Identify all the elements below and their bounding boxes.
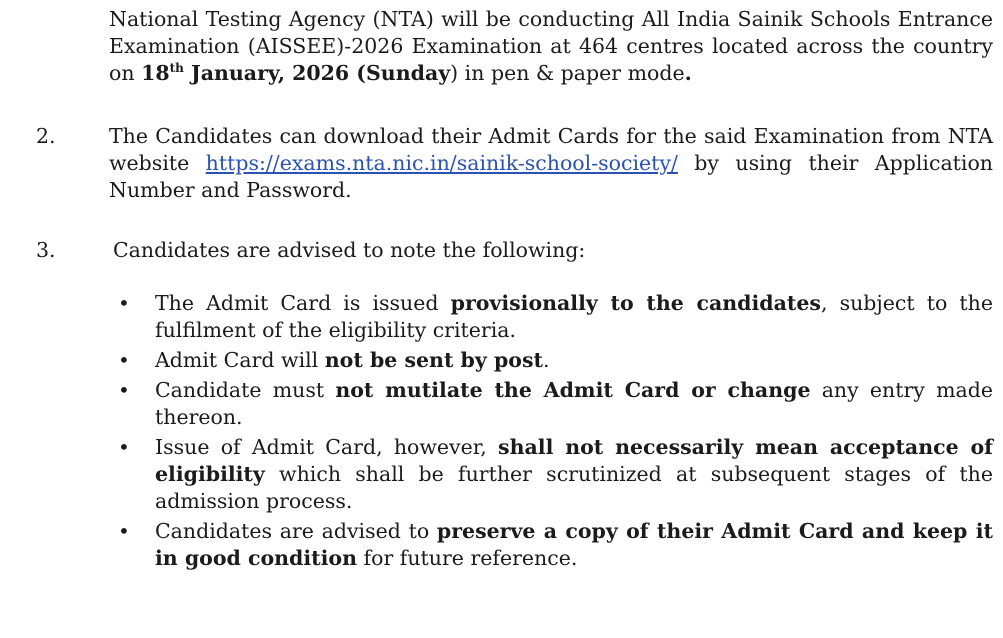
bullet-icon: •: [118, 378, 130, 402]
paragraph-exam-announcement: [109, 6, 993, 87]
paragraph1-mode: ) in pen & paper mode: [450, 61, 685, 85]
paragraph2-text: The Candidates can download their Admit Cards for the said Examination from NTA website: [109, 124, 993, 175]
list-item-emphasis: not mutilate the Admit Card or change: [335, 378, 811, 402]
paragraph1-text: National Testing Agency (NTA) will be conducting All India Sainik Schools Entrance Examination (AISSEE)-2026 Examination at 464 centres located across the country on: [109, 7, 993, 85]
list-item-text-end: , subject to the fulfilment of the eligibility criteria.: [155, 291, 993, 342]
list-item-text-end: for future reference.: [357, 546, 578, 570]
nta-website-link[interactable]: https://exams.nta.nic.in/sainik-school-society/: [205, 151, 678, 175]
paragraph2-text-end: by using their Application Number and Password.: [109, 151, 993, 202]
list-item-text: Issue of Admit Card, however,: [155, 435, 499, 459]
list-item-text: The Admit Card is issued: [155, 291, 451, 315]
list-item-text: Candidates are advised to: [155, 519, 437, 543]
list-item: [113, 347, 993, 374]
bullet-icon: •: [118, 519, 130, 543]
list-item: [113, 434, 993, 515]
list-item-text-end: which shall be further scrutinized at subsequent stages of the admission process.: [155, 462, 993, 513]
list-item-emphasis: not be sent by post: [324, 348, 543, 372]
list-item-text: Candidate must: [155, 378, 336, 402]
list-item: [113, 518, 993, 572]
paragraph3-number: 3.: [36, 238, 56, 262]
list-item-text-end: any entry made thereon.: [155, 378, 993, 429]
bullet-icon: •: [118, 435, 130, 459]
paragraph-advisory-heading: Candidates are advised to note the following:: [113, 238, 586, 262]
list-item: [113, 377, 993, 431]
list-item-text: Admit Card will: [155, 348, 325, 372]
paragraph2-number: 2.: [36, 124, 56, 148]
list-item-emphasis: shall not necessarily mean acceptance of eligibility: [155, 435, 993, 486]
exam-date-day: 18: [141, 61, 170, 85]
paragraph1-end: .: [684, 61, 692, 85]
paragraph-admit-card-download: [109, 123, 993, 204]
exam-date-ordinal: th: [169, 61, 184, 75]
list-item-emphasis: preserve a copy of their Admit Card and keep it in good condition: [155, 519, 993, 570]
bullet-icon: •: [118, 348, 130, 372]
list-item-text-end: .: [542, 348, 550, 372]
advisory-list: [113, 290, 993, 575]
exam-date: [141, 61, 450, 85]
exam-date-rest: January, 2026 (Sunday: [183, 61, 451, 85]
list-item-emphasis: provisionally to the candidates: [450, 291, 821, 315]
list-item: [113, 290, 993, 344]
bullet-icon: •: [118, 291, 130, 315]
